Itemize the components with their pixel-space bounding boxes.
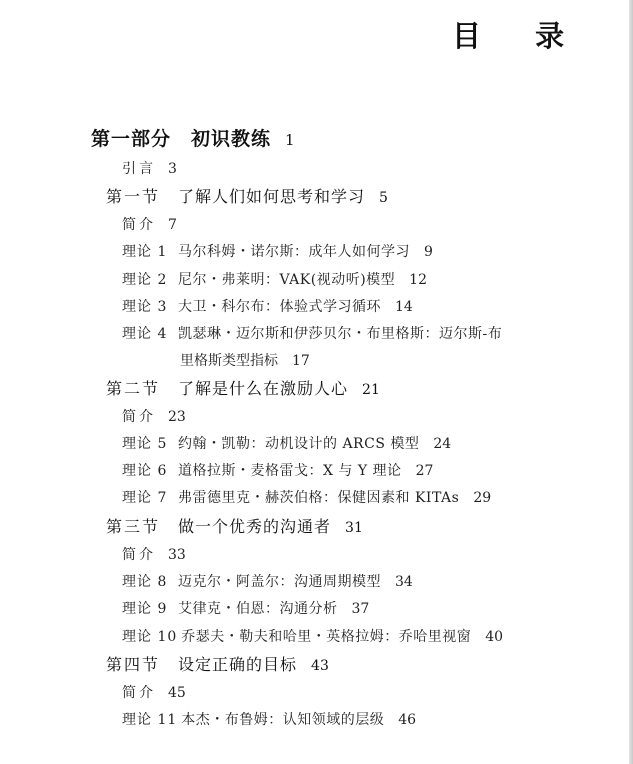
section-name: 做一个优秀的沟通者 bbox=[178, 517, 332, 536]
page-number: 7 bbox=[168, 217, 177, 233]
entry-label: 理论 4 bbox=[122, 326, 168, 342]
entry-label: 理论 7 bbox=[122, 490, 168, 506]
page-number: 46 bbox=[398, 712, 417, 728]
entry-label: 理论 10 bbox=[122, 629, 178, 645]
page-number: 27 bbox=[415, 463, 434, 479]
section-label: 第三节 bbox=[106, 517, 161, 536]
entry-name: 凯瑟琳・迈尔斯和伊莎贝尔・布里格斯：迈尔斯-布 bbox=[178, 326, 503, 342]
entry-name: 弗雷德里克・赫茨伯格：保健因素和 KITAs bbox=[178, 490, 460, 506]
entry-name: 道格拉斯・麦格雷戈：X 与 Y 理论 bbox=[178, 463, 402, 479]
page-number: 24 bbox=[433, 436, 452, 452]
toc-entry-theory-9[interactable] bbox=[122, 597, 369, 621]
toc-section-3[interactable] bbox=[106, 515, 363, 540]
toc-entry-intro[interactable] bbox=[122, 157, 177, 181]
entry-name: 本杰・布鲁姆：认知领域的层级 bbox=[181, 712, 385, 728]
entry-label: 简介 bbox=[122, 685, 156, 701]
entry-label: 引言 bbox=[122, 161, 156, 177]
section-label: 第四节 bbox=[106, 655, 161, 674]
entry-label: 简介 bbox=[122, 547, 156, 563]
page-number: 5 bbox=[379, 190, 388, 206]
entry-name: 约翰・凯勒：动机设计的 ARCS 模型 bbox=[178, 436, 420, 452]
toc-entry-theory-4[interactable] bbox=[122, 322, 502, 346]
toc-entry-theory-11[interactable] bbox=[122, 708, 416, 732]
toc-entry-theory-6[interactable] bbox=[122, 459, 433, 483]
page-number: 43 bbox=[311, 658, 329, 674]
part-label: 第一部分 bbox=[91, 128, 172, 150]
page-number: 40 bbox=[485, 629, 504, 645]
entry-name: 大卫・科尔布：体验式学习循环 bbox=[178, 299, 381, 315]
toc-section-1[interactable] bbox=[106, 185, 388, 210]
part-name: 初识教练 bbox=[191, 128, 272, 150]
page-number: 37 bbox=[351, 601, 370, 617]
section-label: 第一节 bbox=[106, 187, 161, 206]
entry-label: 理论 2 bbox=[122, 272, 168, 288]
page-number: 33 bbox=[168, 547, 186, 563]
toc-part[interactable] bbox=[91, 127, 295, 152]
toc-entry-theory-8[interactable] bbox=[122, 570, 413, 594]
entry-label: 理论 1 bbox=[122, 244, 168, 260]
page-number: 45 bbox=[168, 685, 186, 701]
entry-label: 理论 11 bbox=[122, 712, 178, 728]
toc-section-4[interactable] bbox=[106, 653, 329, 678]
toc-entry-intro[interactable] bbox=[122, 543, 186, 567]
page-number: 14 bbox=[395, 299, 413, 315]
page-edge bbox=[629, 0, 633, 764]
toc-entry-theory-4-continued[interactable] bbox=[180, 349, 310, 373]
entry-name-continued: 里格斯类型指标 bbox=[180, 353, 278, 369]
toc-entry-theory-10[interactable] bbox=[122, 625, 503, 649]
page-number: 12 bbox=[409, 272, 427, 288]
page-number: 1 bbox=[285, 131, 295, 149]
toc-entry-theory-7[interactable] bbox=[122, 486, 491, 510]
section-label: 第二节 bbox=[106, 379, 161, 398]
toc-entry-theory-5[interactable] bbox=[122, 432, 451, 456]
entry-label: 理论 9 bbox=[122, 601, 168, 617]
toc-section-2[interactable] bbox=[106, 377, 380, 402]
page-number: 34 bbox=[395, 574, 413, 590]
toc-entry-theory-1[interactable] bbox=[122, 240, 433, 264]
entry-label: 简介 bbox=[122, 409, 156, 425]
page-number: 17 bbox=[292, 353, 310, 369]
toc-entry-theory-3[interactable] bbox=[122, 295, 413, 319]
entry-label: 简介 bbox=[122, 217, 156, 233]
page-number: 21 bbox=[362, 382, 380, 398]
entry-name: 马尔科姆・诺尔斯：成年人如何学习 bbox=[178, 244, 410, 260]
entry-label: 理论 5 bbox=[122, 436, 168, 452]
toc-entry-theory-2[interactable] bbox=[122, 268, 427, 292]
page-number: 23 bbox=[168, 409, 186, 425]
page-number: 3 bbox=[168, 161, 177, 177]
toc-entry-intro[interactable] bbox=[122, 213, 177, 237]
entry-name: 乔瑟夫・勒夫和哈里・英格拉姆：乔哈里视窗 bbox=[181, 629, 472, 645]
entry-name: 艾律克・伯恩：沟通分析 bbox=[178, 601, 338, 617]
section-name: 了解是什么在激励人心 bbox=[178, 379, 349, 398]
toc-entry-intro[interactable] bbox=[122, 681, 186, 705]
entry-label: 理论 6 bbox=[122, 463, 168, 479]
page-number: 9 bbox=[424, 244, 433, 260]
page-title: 目 录 bbox=[452, 19, 587, 53]
entry-name: 迈克尔・阿盖尔：沟通周期模型 bbox=[178, 574, 381, 590]
page-number: 31 bbox=[345, 520, 363, 536]
entry-label: 理论 3 bbox=[122, 299, 168, 315]
page-number: 29 bbox=[473, 490, 492, 506]
toc-entry-intro[interactable] bbox=[122, 405, 186, 429]
section-name: 了解人们如何思考和学习 bbox=[178, 187, 366, 206]
section-name: 设定正确的目标 bbox=[178, 655, 298, 674]
entry-label: 理论 8 bbox=[122, 574, 168, 590]
entry-name: 尼尔・弗莱明：VAK(视动听)模型 bbox=[178, 272, 396, 288]
